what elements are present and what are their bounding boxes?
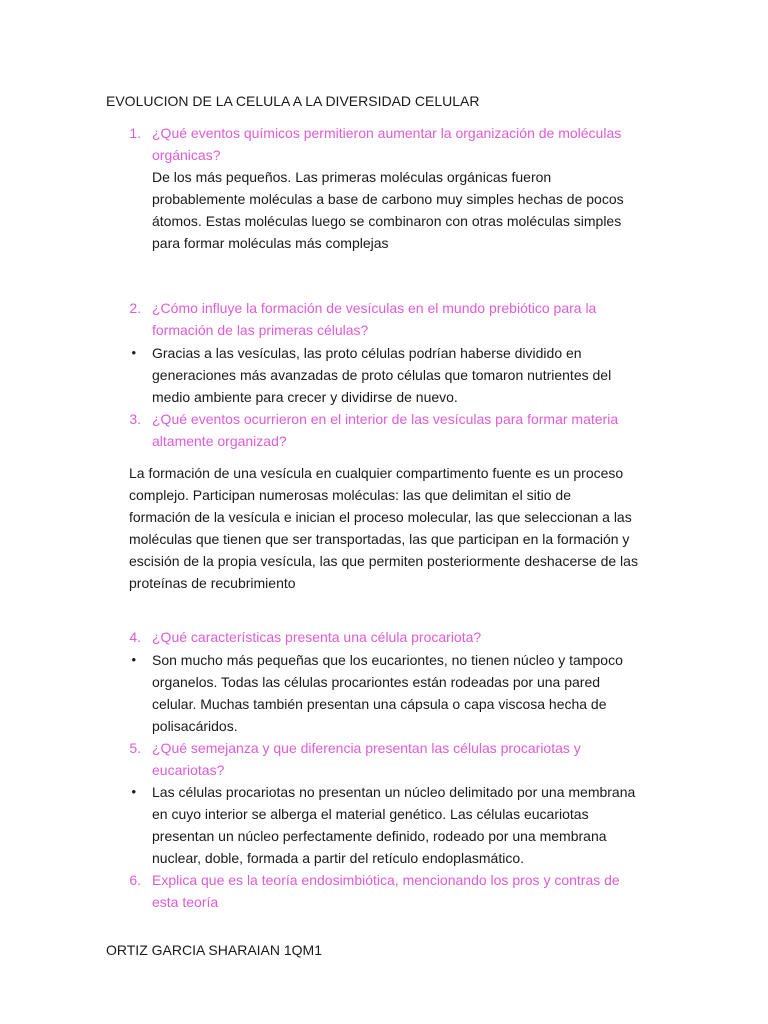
- bullet-4: •: [131, 652, 136, 667]
- answer-5-line: presentan un núcleo perfectamente definido, rodeado por una membrana: [152, 828, 607, 844]
- question-2-number: 2.: [129, 300, 141, 316]
- answer-3-line: escisión de la propia vesícula, las que permiten posteriormente deshacerse de las: [129, 553, 638, 569]
- answer-2: [152, 342, 662, 408]
- question-3-line: altamente organizad?: [152, 433, 287, 449]
- answer-2-line: generaciones más avanzadas de proto células que tomaron nutrientes del: [152, 367, 612, 383]
- question-5-line: eucariotas?: [152, 762, 225, 778]
- question-1-number: 1.: [129, 125, 141, 141]
- answer-3-line: La formación de una vesícula en cualquier compartimento fuente es un proceso: [129, 465, 624, 481]
- question-6-text: [152, 869, 652, 913]
- answer-1-line: probablemente moléculas a base de carbono muy simples hechas de pocos: [152, 191, 624, 207]
- question-3-number: 3.: [129, 411, 141, 427]
- answer-5-line: Las células procariotas no presentan un núcleo delimitado por una membrana: [152, 784, 636, 800]
- answer-5-line: en cuyo interior se alberga el material genético. Las células eucariotas: [152, 806, 589, 822]
- question-1-text: [152, 122, 652, 166]
- answer-5-line: nuclear, doble, formada a partir del retículo endoplasmático.: [152, 850, 524, 866]
- answer-1-line: De los más pequeños. Las primeras moléculas orgánicas fueron: [152, 169, 552, 185]
- answer-3-line: formación de la vesícula e inician el proceso molecular, las que seleccionan a las: [129, 509, 632, 525]
- question-4-line: ¿Qué características presenta una célula procariota?: [152, 629, 482, 645]
- bullet-5: •: [131, 784, 136, 799]
- question-6-number: 6.: [129, 872, 141, 888]
- question-2-line: ¿Cómo influye la formación de vesículas en el mundo prebiótico para la: [152, 300, 597, 316]
- answer-3-line: moléculas que tienen que ser transportadas, las que participan en la formación y: [129, 531, 630, 547]
- question-5-text: [152, 737, 652, 781]
- answer-5: [152, 781, 662, 869]
- question-5-number: 5.: [129, 740, 141, 756]
- answer-4-line: celular. Muchas también presentan una cápsula o capa viscosa hecha de: [152, 696, 607, 712]
- answer-1: [152, 166, 662, 254]
- answer-4-line: organelos. Todas las células procariontes están rodeadas por una pared: [152, 674, 601, 690]
- answer-4-line: polisacáridos.: [152, 718, 238, 734]
- question-6-line: esta teoría: [152, 894, 219, 910]
- question-1-line: orgánicas?: [152, 147, 221, 163]
- question-4-number: 4.: [129, 629, 141, 645]
- question-6-line: Explica que es la teoría endosimbiótica, mencionando los pros y contras de: [152, 872, 620, 888]
- bullet-2: •: [131, 345, 136, 360]
- document-title: EVOLUCION DE LA CELULA A LA DIVERSIDAD CELULAR: [106, 93, 480, 109]
- question-1-line: ¿Qué eventos químicos permitieron aumentar la organización de moléculas: [152, 125, 622, 141]
- answer-1-line: para formar moléculas más complejas: [152, 235, 389, 251]
- question-3-text: [152, 408, 652, 452]
- answer-1-line: átomos. Estas moléculas luego se combinaron con otras moléculas simples: [152, 213, 622, 229]
- question-2-text: [152, 297, 652, 341]
- answer-4-line: Son mucho más pequeñas que los eucariontes, no tienen núcleo y tampoco: [152, 652, 623, 668]
- answer-3-line: complejo. Participan numerosas moléculas: las que delimitan el sitio de: [129, 487, 571, 503]
- answer-2-line: Gracias a las vesículas, las proto células podrían haberse dividido en: [152, 345, 582, 361]
- document-footer-author: ORTIZ GARCIA SHARAIAN 1QM1: [106, 942, 323, 958]
- question-4-text: [152, 626, 652, 648]
- answer-2-line: medio ambiente para crecer y dividirse de nuevo.: [152, 389, 458, 405]
- answer-4: [152, 649, 662, 737]
- question-3-line: ¿Qué eventos ocurrieron en el interior de las vesículas para formar materia: [152, 411, 619, 427]
- answer-3: [129, 462, 669, 594]
- question-5-line: ¿Qué semejanza y que diferencia presentan las células procariotas y: [152, 740, 581, 756]
- answer-3-line: proteínas de recubrimiento: [129, 575, 296, 591]
- question-2-line: formación de las primeras células?: [152, 322, 369, 338]
